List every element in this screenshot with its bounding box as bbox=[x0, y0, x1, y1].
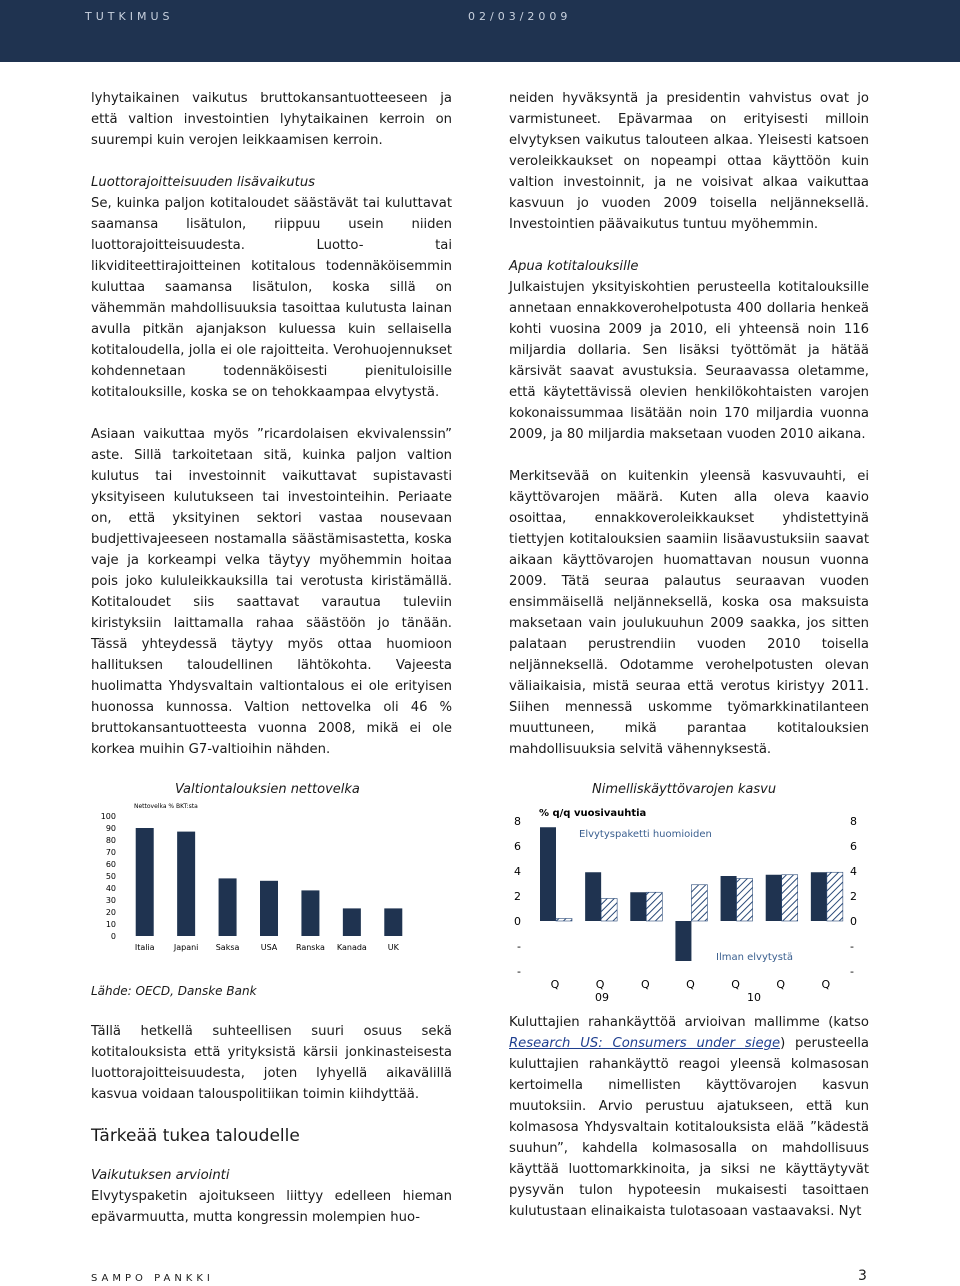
bar bbox=[177, 832, 195, 936]
bar bbox=[782, 875, 798, 921]
bar bbox=[136, 828, 154, 936]
x-tick-label: Q bbox=[595, 978, 605, 991]
bar bbox=[630, 892, 646, 921]
y-tick-label-left: - bbox=[517, 940, 521, 953]
y-tick-label-right: 4 bbox=[850, 865, 857, 878]
x-tick-label: Q bbox=[776, 978, 786, 991]
y-tick-label: 10 bbox=[105, 920, 116, 929]
bar bbox=[540, 827, 556, 921]
x-tick-label: Q bbox=[731, 978, 740, 991]
research-link[interactable]: Research US: Consumers under siege bbox=[509, 1036, 781, 1051]
y-tick-label: 30 bbox=[105, 896, 116, 905]
x-tick-label: Saksa bbox=[215, 943, 240, 952]
bar bbox=[343, 908, 361, 936]
header-date: 02/03/2009 bbox=[468, 10, 572, 23]
paragraph: lyhytaikainen vaikutus bruttokansantuotteeseen ja että valtion investointien lyhytaikainen kerroin on suurempi kuin verojen leikkaamisen kerroin. bbox=[91, 91, 452, 148]
paragraph: Elvytyspaketin ajoitukseen liittyy edelleen hieman epävarmuutta, mutta kongressin molempien huo- bbox=[91, 1189, 452, 1225]
x-tick-label: Q bbox=[550, 978, 560, 991]
paragraph: Se, kuinka paljon kotitaloudet säästävät tai kuluttavat saamansa lisätulon, riippuu usein niiden luottorajoitteisuudesta. Luotto- tai likviditeettirajoitteinen kotitalous todennäköisemmin kuluttaa saamansa lisätulon, koska sillä on vähemmän mahdollisuuksia tasoittaa kulutusta lainan avulla pitkän ajanjakson kuluessa kuin sellaisella kotitaloudella, jolla ei ole rajoitteita. Verohuojennukset kohdennetaan todennäköisesti pienituloisille kotitalouksille, koska se on tehokkaampaa elvytystä. bbox=[91, 196, 452, 400]
year-label: 09 bbox=[595, 991, 609, 1004]
chart-title: Nimelliskäyttövarojen kasvu bbox=[592, 782, 777, 797]
y-tick-label-left: 2 bbox=[514, 890, 521, 903]
bar bbox=[556, 919, 572, 922]
bar bbox=[384, 908, 402, 936]
chart-source: Lähde: OECD, Danske Bank bbox=[91, 984, 257, 998]
chart-ylabel: % q/q vuosivauhtia bbox=[539, 808, 647, 819]
bar bbox=[219, 878, 237, 936]
left-column bbox=[91, 88, 452, 781]
y-tick-label-right: 6 bbox=[850, 840, 857, 853]
x-tick-label: Q bbox=[821, 978, 831, 991]
right-column bbox=[509, 88, 869, 781]
bar bbox=[585, 872, 601, 921]
bar bbox=[301, 890, 319, 936]
bar bbox=[811, 872, 827, 921]
y-tick-label: 0 bbox=[110, 932, 116, 941]
x-tick-label: USA bbox=[260, 943, 278, 952]
y-tick-label: 40 bbox=[105, 884, 116, 893]
net-debt-chart bbox=[92, 798, 422, 958]
y-tick-label-right: 8 bbox=[850, 815, 857, 828]
subheading: Luottorajoitteisuuden lisävaikutus bbox=[91, 175, 316, 190]
bar bbox=[721, 876, 737, 921]
y-tick-label: 20 bbox=[105, 908, 116, 917]
x-tick-label: UK bbox=[387, 943, 399, 952]
chart-ylabel: Nettovelka % BKT:sta bbox=[134, 803, 198, 810]
y-tick-label-right: 0 bbox=[850, 915, 857, 928]
y-tick-label-left: 8 bbox=[514, 815, 521, 828]
bar bbox=[601, 899, 617, 922]
page-number: 3 bbox=[858, 1268, 867, 1284]
legend-with-stimulus: Elvytyspaketti huomioiden bbox=[579, 829, 712, 840]
year-label: 10 bbox=[747, 991, 761, 1004]
x-tick-label: Japani bbox=[173, 943, 199, 952]
y-tick-label-right: 2 bbox=[850, 890, 857, 903]
paragraph bbox=[509, 1012, 869, 1222]
paragraph: Merkitsevää on kuitenkin yleensä kasvuvauhti, ei käyttövarojen määrä. Kuten alla oleva kaavio osoittaa, ennakkoveroleikkaukset yhdistettyinä tiettyjen kotitalouksien saamiin lisäavustuksiin saavat aikaan käyttövarojen huomattavan nousun vuonna 2009. Tätä seuraa palautus seuraavan vuoden ensimmäisellä neljänneksellä, koska osa maksuista maksetaan vain joulukuuhun 2009 saakka, jos sitten palataan perustrendiin vuoden 2010 toisella neljänneksellä. Odotamme verohelpotusten olevan väliaikaisia, mistä seuraa että verotus kiristyy 2011. Siihen mennessä uskomme työmarkkinatilanteen muuttuneen, mikä parantaa kotitalouksien mahdollisuuksia selvitä vähennyksestä. bbox=[509, 469, 869, 757]
chart-title: Valtiontalouksien nettovelka bbox=[175, 782, 360, 797]
bar bbox=[737, 879, 753, 922]
bar bbox=[675, 921, 691, 961]
x-tick-label: Kanada bbox=[336, 943, 367, 952]
x-tick-label: Q bbox=[640, 978, 650, 991]
y-tick-label-left: 0 bbox=[514, 915, 521, 928]
subheading: Vaikutuksen arviointi bbox=[91, 1168, 230, 1183]
bar bbox=[260, 881, 278, 936]
bar bbox=[646, 892, 662, 921]
y-tick-label-left: - bbox=[517, 965, 521, 978]
left-column-bottom bbox=[91, 1021, 452, 1249]
y-tick-label: 100 bbox=[100, 812, 116, 821]
y-tick-label-right: - bbox=[850, 940, 854, 953]
paragraph-text: Kuluttajien rahankäyttöä arvioivan mallimme (katso bbox=[509, 1015, 869, 1030]
footer-brand: SAMPO PANKKI bbox=[91, 1273, 214, 1284]
paragraph-text: ) perusteella kuluttajien rahankäyttö reagoi yleensä kolmasosan kertoimella nimellisten käyttövarojen kasvun muutoksiin. Arvio perustuu ajatukseen, että kun kolmasosa Yhdysvaltain kotitalouksista elää ”kädestä suuhun”, kahdella kolmasosalla on mahdollisuus käyttää luottomarkkinoita, ja siksi ne käyttäytyvät pysyvän tulon hypoteesin mukaisesti tasoittaen kulutustaan elinaikaista tulotasoaan vastaavaksi. Nyt bbox=[509, 1036, 870, 1219]
income-growth-chart bbox=[509, 798, 879, 1008]
x-tick-label: Italia bbox=[134, 943, 155, 952]
bar bbox=[766, 875, 782, 921]
paragraph: neiden hyväksyntä ja presidentin vahvistus ovat jo varmistuneet. Epävarmaa on erityisesti milloin elvytyksen vaikutus talouteen alkaa. Yleisesti katsoen veroleikkaukset on nopeampi ottaa käyttöön kuin valtion investoinnit, ja ne voisivat alkaa vaikuttaa kasvuun jo vuoden 2009 toisella neljänneksellä. Investointien päävaikutus tuntuu myöhemmin. bbox=[509, 91, 869, 232]
bar bbox=[691, 885, 707, 921]
y-tick-label-left: 4 bbox=[514, 865, 521, 878]
header-section-label: TUTKIMUS bbox=[85, 10, 174, 23]
x-tick-label: Ranska bbox=[295, 943, 325, 952]
bar bbox=[827, 872, 843, 921]
paragraph: Julkaistujen yksityiskohtien perusteella kotitalouksille annetaan ennakkoverohelpotusta 400 dollaria henkeä kohti vuosina 2009 ja 2010, eli yhteensä noin 116 miljardia dollaria. Sen lisäksi työttömät ja hätää kärsivät saavat avustuksia. Seuraavassa oletamme, että käytettävissä olevien henkilökohtaisten varojen kokonaissummaa lisätään noin 170 miljardia vuonna 2009, ja 80 miljardia maksetaan vuoden 2010 aikana. bbox=[509, 280, 869, 442]
x-tick-label: Q bbox=[686, 978, 695, 991]
y-tick-label: 60 bbox=[105, 860, 116, 869]
page-header bbox=[0, 0, 960, 62]
y-tick-label: 70 bbox=[105, 848, 116, 857]
paragraph: Tällä hetkellä suhteellisen suuri osuus sekä kotitalouksista että yrityksistä kärsii jonkinasteisesta luottorajoitteisuudesta, joten lyhyellä aikavälillä kasvua voidaan talouspolitiikan toimin kiihdyttää. bbox=[91, 1024, 452, 1102]
subheading: Apua kotitalouksille bbox=[509, 259, 639, 274]
y-tick-label: 50 bbox=[105, 872, 116, 881]
y-tick-label: 90 bbox=[105, 824, 116, 833]
section-title: Tärkeää tukea taloudelle bbox=[91, 1126, 300, 1146]
y-tick-label-right: - bbox=[850, 965, 854, 978]
legend-without-stimulus: Ilman elvytystä bbox=[716, 952, 793, 963]
y-tick-label-left: 6 bbox=[514, 840, 521, 853]
paragraph: Asiaan vaikuttaa myös ”ricardolaisen ekvivalenssin” aste. Sillä tarkoitetaan sitä, kuinka paljon valtion kulutus tai investoinnit vaikuttavat supistavasti yksityiseen kulutukseen tai investointeihin. Periaate on, että yksityinen sektori vastaa nousevaan budjettivajeeseen nostamalla säästämisastetta, koska vaje ja korkeampi velka täytyy myöhemmin hoitaa pois joko kululeikkauksilla tai verotusta kiristämällä. Kotitaloudet siis saattavat varautua tuleviin kiristyksiin laittamalla rahaa säästöön jo tänään. Tässä yhteydessä täytyy myös ottaa huomioon hallituksen taloudellinen lähtökohta. Vajeesta huolimatta Yhdysvaltain valtiontalous ei ole erityisen huonossa kunnossa. Valtion nettovelka oli 46 % bruttokansantuotteesta vuonna 2008, mikä ei ole korkea muihin G7-valtioihin nähden. bbox=[91, 427, 452, 757]
y-tick-label: 80 bbox=[105, 836, 116, 845]
right-column-bottom bbox=[509, 1012, 869, 1243]
